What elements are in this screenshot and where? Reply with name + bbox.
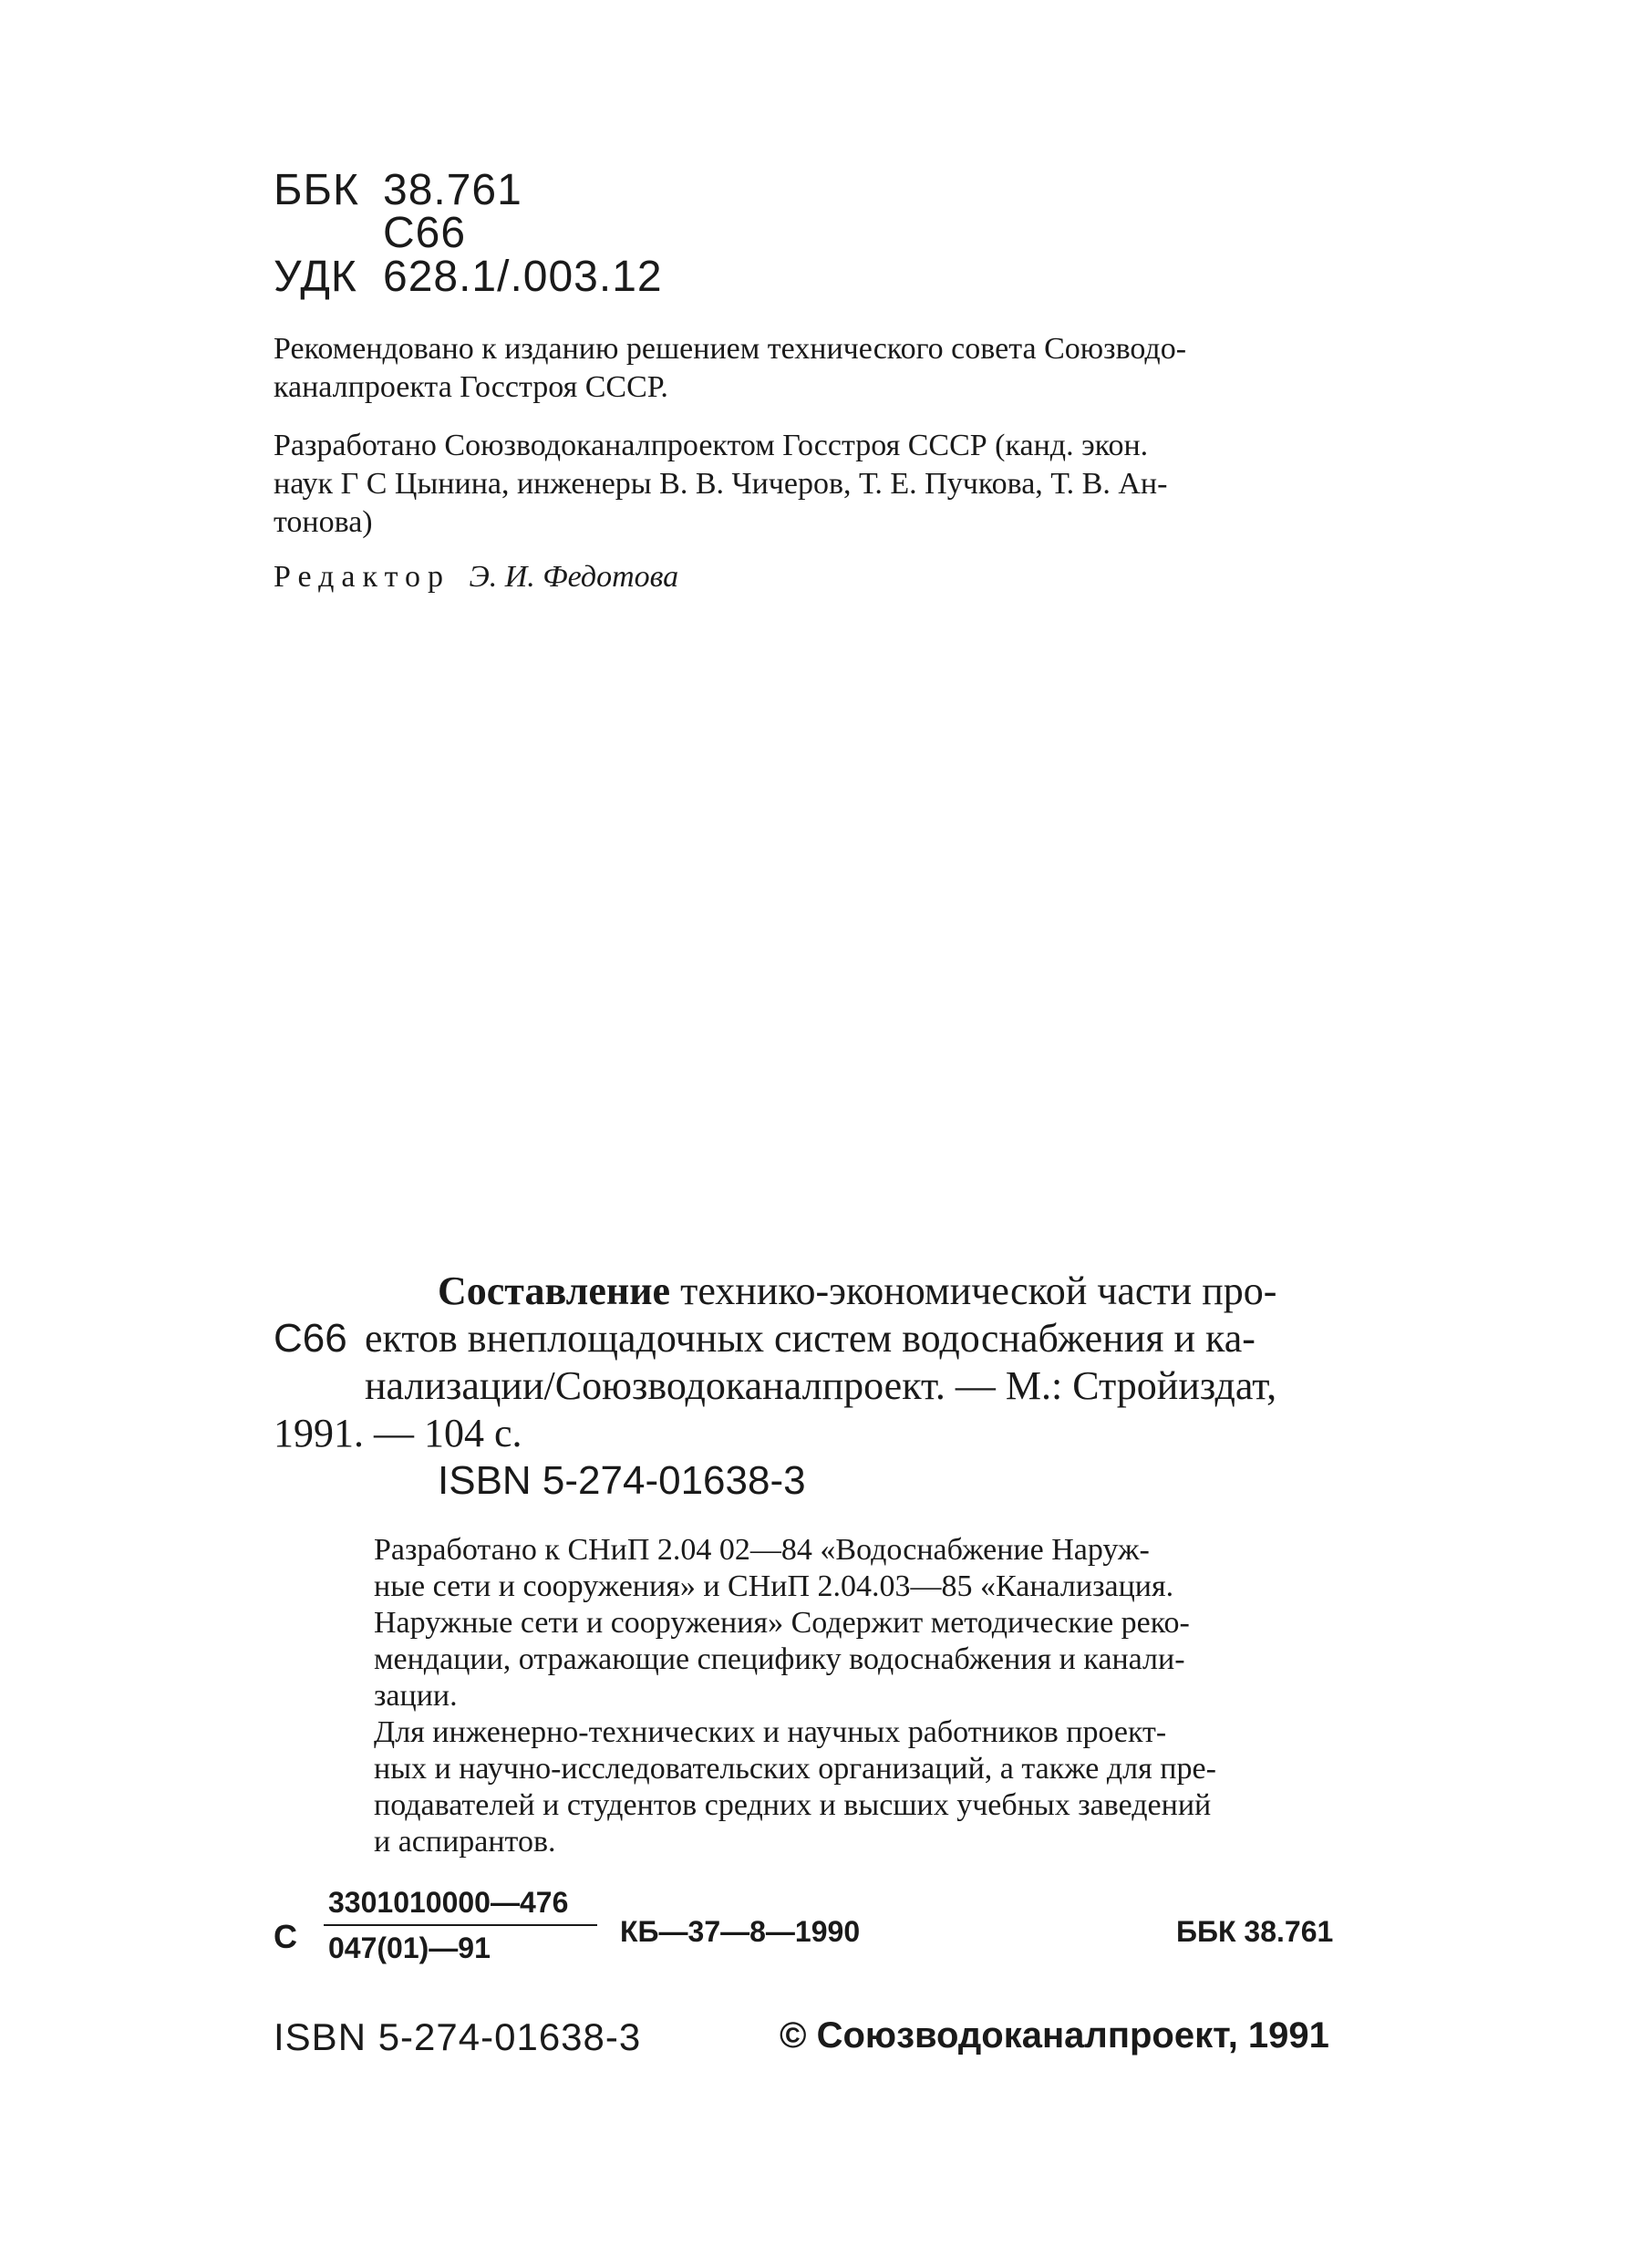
developed-line: наук Г С Цынина, инженеры В. В. Чичеров, Т. Е. Пучкова, Т. В. Ан- xyxy=(274,467,1168,501)
annotation-line: зации. xyxy=(374,1679,458,1713)
catalog-line-3: нализации/Союзводоканалпроект. — М.: Стройиздат, xyxy=(365,1363,1277,1408)
author-mark: С66 xyxy=(383,209,467,257)
udk-value: 628.1/.003.12 xyxy=(383,253,663,301)
footer-isbn: ISBN 5-274-01638-3 xyxy=(274,2015,642,2058)
editor-name: Э. И. Федотова xyxy=(469,560,679,594)
bbk-value: 38.761 xyxy=(383,166,522,214)
annotation-para-2 xyxy=(374,1714,1368,1860)
annotation-line: и аспирантов. xyxy=(374,1825,556,1859)
catalog-line-2: ектов внеплощадочных систем водоснабжения и ка- xyxy=(365,1316,1256,1361)
catalog-line-1 xyxy=(438,1268,1276,1315)
developed-note xyxy=(274,427,1368,542)
developed-line: тонова) xyxy=(274,505,373,539)
annotation-line: мендации, отражающие специфику водоснабжения и канали- xyxy=(374,1642,1185,1676)
annotation-para-1 xyxy=(374,1532,1368,1714)
recommended-note xyxy=(274,330,1368,407)
fraction-bar xyxy=(324,1924,597,1926)
index-numerator: 3301010000—476 xyxy=(328,1886,569,1919)
annotation-line: Для инженерно-технических и научных работников проект- xyxy=(374,1715,1167,1749)
catalog-isbn: ISBN 5-274-01638-3 xyxy=(438,1458,806,1503)
catalog-title-rest: технико-экономической части про- xyxy=(670,1269,1277,1313)
footer-copyright: © Союзводоканалпроект, 1991 xyxy=(780,2015,1329,2056)
recommended-line: каналпроекта Госстроя СССР. xyxy=(274,370,668,404)
catalog-line-4: 1991. — 104 с. xyxy=(274,1411,522,1455)
catalog-title: Составление xyxy=(438,1269,671,1313)
index-bbk: ББК 38.761 xyxy=(1176,1915,1334,1948)
annotation-line: подавателей и студентов средних и высших учебных заведений xyxy=(374,1788,1212,1822)
annotation-line: ные сети и сооружения» и СНиП 2.04.03—85 «Канализация. xyxy=(374,1569,1174,1603)
recommended-line: Рекомендовано к изданию решением технического совета Союзводо- xyxy=(274,332,1187,366)
annotation-line: Наружные сети и сооружения» Содержит методические реко- xyxy=(374,1606,1190,1640)
index-denominator: 047(01)—91 xyxy=(328,1931,491,1964)
index-prefix: С xyxy=(274,1918,297,1955)
udk-label: УДК xyxy=(274,253,357,301)
editor-label: Редактор xyxy=(274,560,450,594)
bbk-label: ББК xyxy=(274,166,359,214)
annotation-line: Разработано к СНиП 2.04 02—84 «Водоснабжение Наруж- xyxy=(374,1533,1150,1567)
catalog-mark: С66 xyxy=(274,1316,347,1361)
developed-line: Разработано Союзводоканалпроектом Госстроя СССР (канд. экон. xyxy=(274,429,1149,462)
index-kb: КБ—37—8—1990 xyxy=(620,1915,861,1948)
annotation-line: ных и научно-исследовательских организаций, а также для пре- xyxy=(374,1752,1216,1786)
editor-line xyxy=(274,558,678,596)
